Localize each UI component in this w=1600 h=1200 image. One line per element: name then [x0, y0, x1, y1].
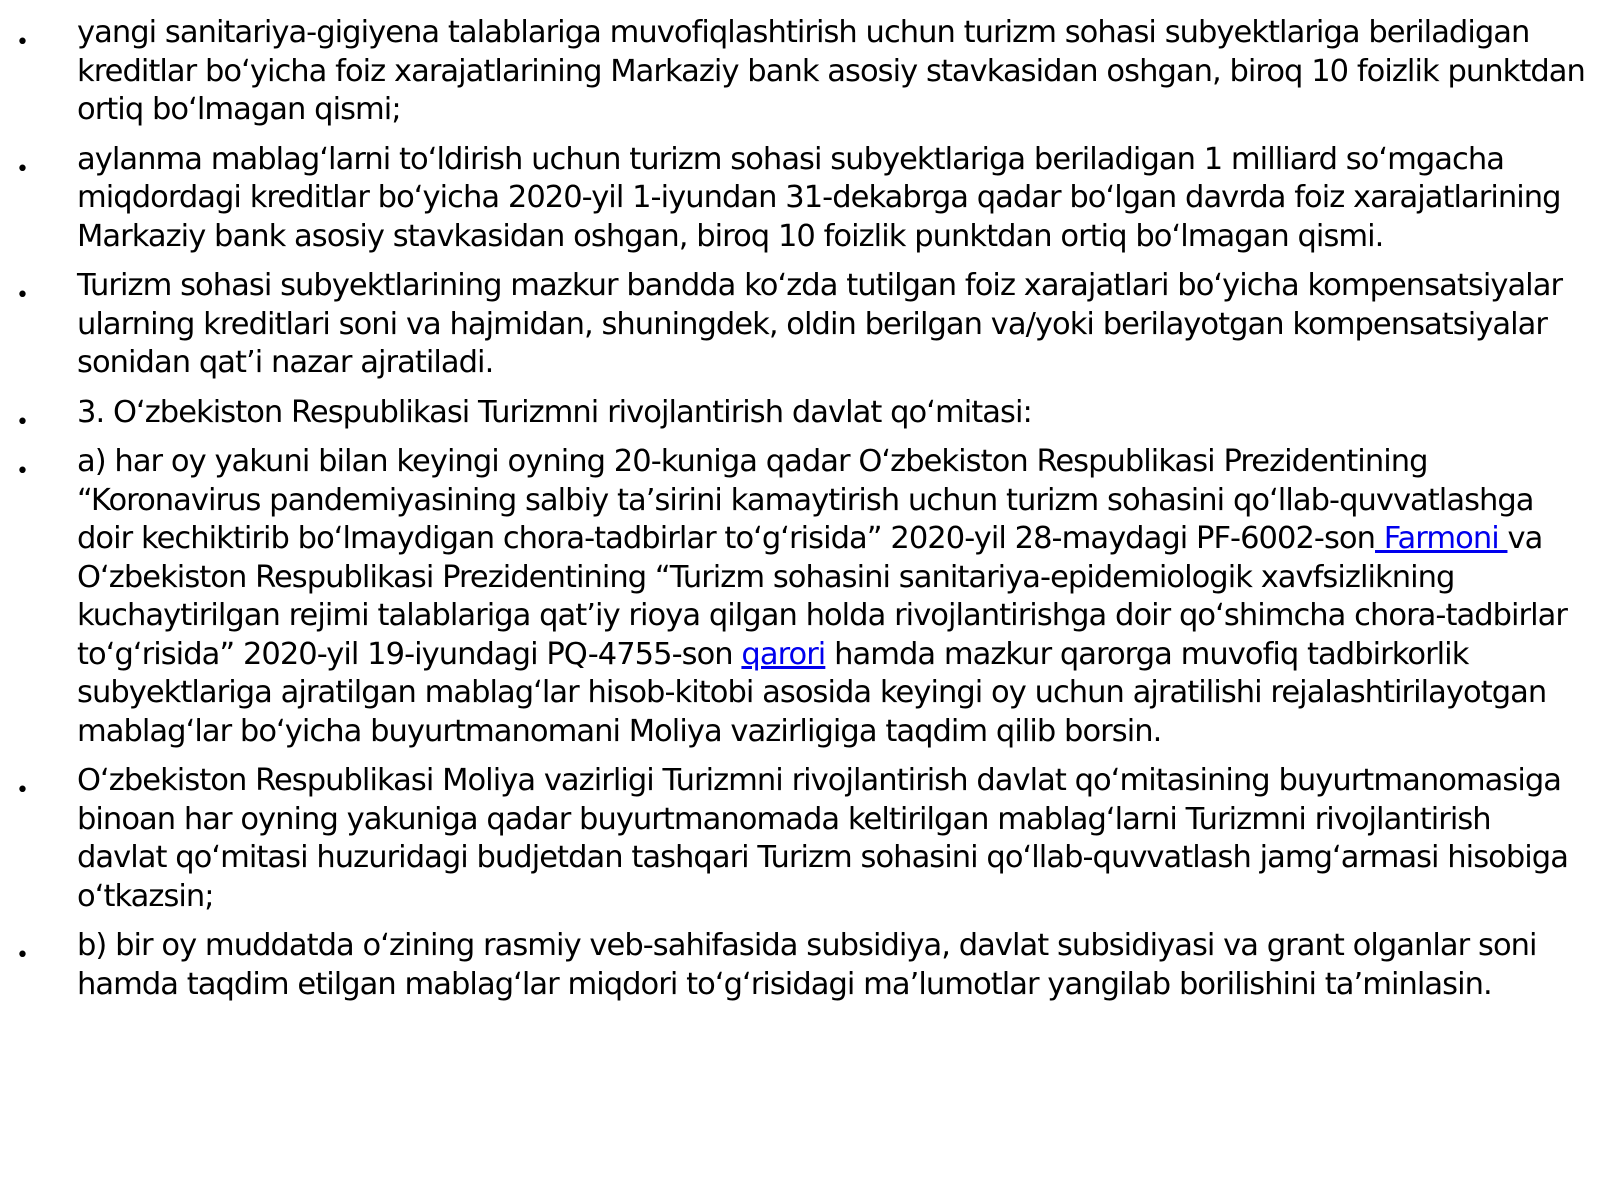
list-item-5: [0, 443, 1600, 751]
list-item-text: Oʻzbekiston Respublikasi Moliya vazirligi Turizmni rivojlantirish davlat qoʻmitasining buyurtmanomasiga binoan har oyning yakuniga qadar buyurtmanomada keltirilgan mablagʻlarni Turizmni rivojlantirish davlat qoʻmitasi huzuridagi budjetdan tashqari Turizm sohasini qoʻllab-quvvatlash jamgʻarmasi hisobiga oʻtkazsin;: [77, 763, 1568, 914]
list-item-text: Turizm sohasi subyektlarining mazkur bandda koʻzda tutilgan foiz xarajatlari boʻyicha kompensatsiyalar ularning kreditlari soni va hajmidan, shuningdek, oldin berilgan va/yoki berilayotgan kompensatsiyalar sonidan qatʼi nazar ajratiladi.: [77, 268, 1563, 380]
bullet-icon: •: [16, 943, 29, 968]
bullet-icon: •: [16, 778, 29, 803]
bullet-icon: •: [16, 459, 29, 484]
bullet-icon: •: [16, 283, 29, 308]
list-item-4: [0, 394, 1600, 433]
list-item-2: [0, 141, 1600, 257]
bullet-icon: •: [16, 156, 29, 182]
list-item-text-part2: va Oʻzbekiston Respublikasi Prezidentining “Turizm sohasini sanitariya-epidemiologik xavfsizlikning kuchaytirilgan rejimi talablariga qatʼiy rioya qilgan holda rivojlantirishga doir qoʻshimcha chora-tadbirlar toʻgʻrisida” 2020-yil 19-iyundagi PQ-4755-son: [77, 521, 1567, 672]
list-item-text-part1: a) har oy yakuni bilan keyingi oyning 20-kuniga qadar Oʻzbekiston Respublikasi Prezidentining “Koronavirus pandemiyasining salbiy taʼsirini kamaytirish uchun turizm sohasini qoʻllab-quvvatlashga doir kechiktirib boʻlmaydigan chora-tadbirlar toʻgʻrisida” 2020-yil 28-maydagi PF-6002-son: [77, 444, 1534, 556]
list-item-text: 3. Oʻzbekiston Respublikasi Turizmni rivojlantirish davlat qoʻmitasi:: [77, 394, 1032, 430]
list-item-6: [0, 762, 1600, 916]
farmoni-link[interactable]: Farmoni: [1375, 521, 1508, 556]
list-item-3: [0, 267, 1600, 383]
bullet-icon: •: [16, 30, 29, 55]
list-item-7: [0, 927, 1600, 1004]
list-item-text: b) bir oy muddatda oʻzining rasmiy veb-sahifasida subsidiya, davlat subsidiyasi va grant olganlar soni hamda taqdim etilgan mablagʻlar miqdori toʻgʻrisidagi maʼlumotlar yangilab borilishini taʼminlasin.: [77, 928, 1537, 1002]
list-item-text: yangi sanitariya-gigiyena talablariga muvofiqlashtirish uchun turizm sohasi subyektlariga beriladigan kreditlar boʻyicha foiz xarajatlarining Markaziy bank asosiy stavkasidan oshgan, biroq 10 foizlik punktdan ortiq boʻlmagan qismi;: [77, 15, 1585, 127]
bullet-list: [0, 14, 1600, 1015]
list-item-1: [0, 14, 1600, 130]
qarori-link[interactable]: qarori: [741, 636, 826, 672]
bullet-icon: •: [16, 409, 29, 435]
list-item-text-part3: hamda mazkur qarorga muvofiq tadbirkorlik subyektlariga ajratilgan mablagʻlar hisob-kitobi asosida keyingi oy uchun ajratilishi rejalashtirilayotgan mablagʻlar boʻyicha buyurtmanomani Moliya vazirligiga taqdim qilib borsin.: [77, 636, 1547, 749]
list-item-text: aylanma mablagʻlarni toʻldirish uchun turizm sohasi subyektlariga beriladigan 1 milliard soʻmgacha miqdordagi kreditlar boʻyicha 2020-yil 1-iyundan 31-dekabrga qadar boʻlgan davrda foiz xarajatlarining Markaziy bank asosiy stavkasidan oshgan, biroq 10 foizlik punktdan ortiq boʻlmagan qismi.: [77, 141, 1561, 254]
